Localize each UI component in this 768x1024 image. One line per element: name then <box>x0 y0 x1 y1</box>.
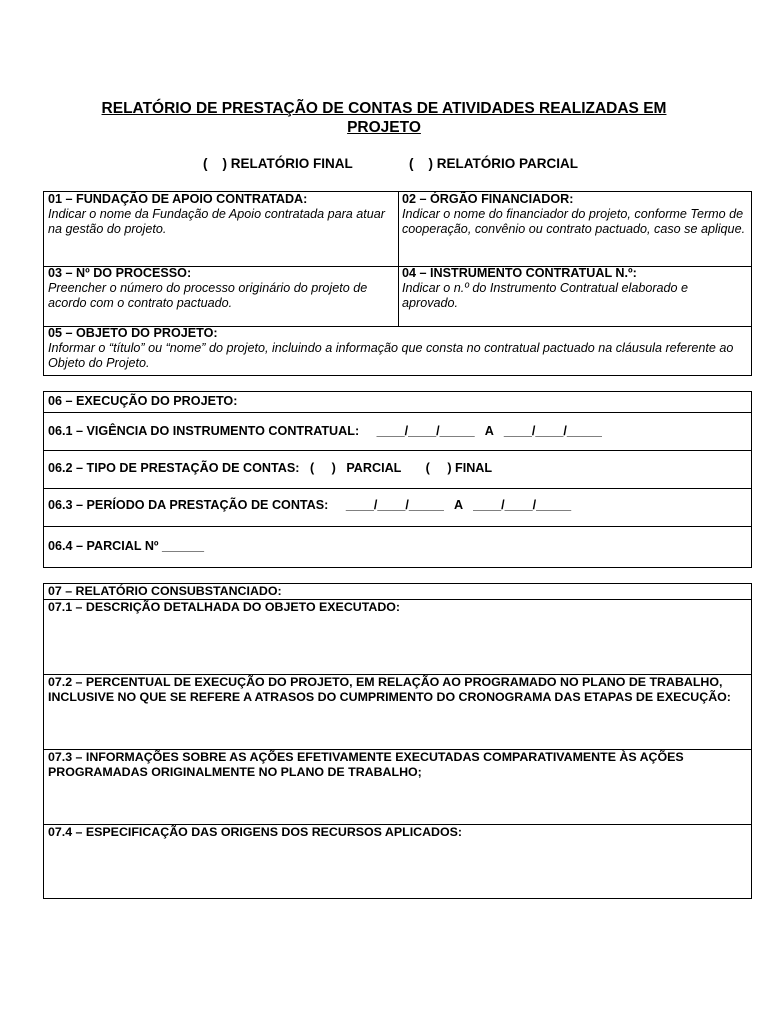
report-final-option[interactable]: ( ) RELATÓRIO FINAL <box>203 156 353 171</box>
field-05-hint: Informar o “título” ou “nome” do projeto, incluindo a informação que consta no contratual pactuado na cláusula referente ao Objeto do Projeto. <box>48 341 734 370</box>
project-execution-table <box>43 391 752 568</box>
document-title: RELATÓRIO DE PRESTAÇÃO DE CONTAS DE ATIVIDADES REALIZADAS EM PROJETO <box>101 100 667 136</box>
section-06-header: 06 – EXECUÇÃO DO PROJETO: <box>48 394 238 408</box>
field-01-label: 01 – FUNDAÇÃO DE APOIO CONTRATADA: <box>48 192 308 206</box>
detailed-report-table <box>43 583 752 899</box>
field-02-label: 02 – ÓRGÃO FINANCIADOR: <box>402 192 574 206</box>
field-06-1-validity[interactable]: 06.1 – VIGÊNCIA DO INSTRUMENTO CONTRATUAL: ____/____/_____ A ____/____/_____ <box>48 424 602 438</box>
field-04-contract-number[interactable] <box>398 266 751 311</box>
field-06-3-accounting-period[interactable]: 06.3 – PERÍODO DA PRESTAÇÃO DE CONTAS: ____/____/_____ A ____/____/_____ <box>48 498 572 512</box>
field-05-label: 05 – OBJETO DO PROJETO: <box>48 326 218 340</box>
field-03-process-number[interactable] <box>44 266 398 311</box>
field-02-hint: Indicar o nome do financiador do projeto, conforme Termo de cooperação, convênio ou contrato pactuado, caso se aplique. <box>402 207 746 236</box>
field-03-label: 03 – Nº DO PROCESSO: <box>48 266 192 280</box>
report-partial-option[interactable]: ( ) RELATÓRIO PARCIAL <box>409 156 578 171</box>
field-04-hint: Indicar o n.º do Instrumento Contratual elaborado e aprovado. <box>402 281 689 310</box>
field-06-4-partial-number[interactable]: 06.4 – PARCIAL Nº ______ <box>48 539 205 553</box>
section-07-header: 07 – RELATÓRIO CONSUBSTANCIADO: <box>48 584 282 598</box>
field-01-foundation[interactable] <box>44 192 398 237</box>
field-07-1-description[interactable]: 07.1 – DESCRIÇÃO DETALHADA DO OBJETO EXECUTADO: <box>48 600 401 614</box>
project-identification-table <box>43 191 752 376</box>
field-07-2-execution-percentage[interactable]: 07.2 – PERCENTUAL DE EXECUÇÃO DO PROJETO, EM RELAÇÃO AO PROGRAMADO NO PLANO DE TRABALHO, INCLUSIVE NO QUE SE REFERE A ATRASOS DO CUMPRIMENTO DO CRONOGRAMA DAS ETAPAS DE EXECUÇÃO: <box>48 675 731 704</box>
field-04-label: 04 – INSTRUMENTO CONTRATUAL N.º: <box>402 266 637 280</box>
field-07-4-resource-origins[interactable]: 07.4 – ESPECIFICAÇÃO DAS ORIGENS DOS RECURSOS APLICADOS: <box>48 825 463 839</box>
field-05-project-object[interactable] <box>44 326 751 371</box>
field-01-hint: Indicar o nome da Fundação de Apoio contratada para atuar na gestão do projeto. <box>48 207 385 236</box>
field-06-2-accounting-type[interactable]: 06.2 – TIPO DE PRESTAÇÃO DE CONTAS: ( ) PARCIAL ( ) FINAL <box>48 461 493 475</box>
field-07-3-executed-actions[interactable]: 07.3 – INFORMAÇÕES SOBRE AS AÇÕES EFETIVAMENTE EXECUTADAS COMPARATIVAMENTE ÀS AÇÕES PROGRAMADAS ORIGINALMENTE NO PLANO DE TRABALHO; <box>48 750 684 779</box>
field-03-hint: Preencher o número do processo originário do projeto de acordo com o contrato pactuado. <box>48 281 368 310</box>
field-02-financier[interactable] <box>398 192 751 237</box>
